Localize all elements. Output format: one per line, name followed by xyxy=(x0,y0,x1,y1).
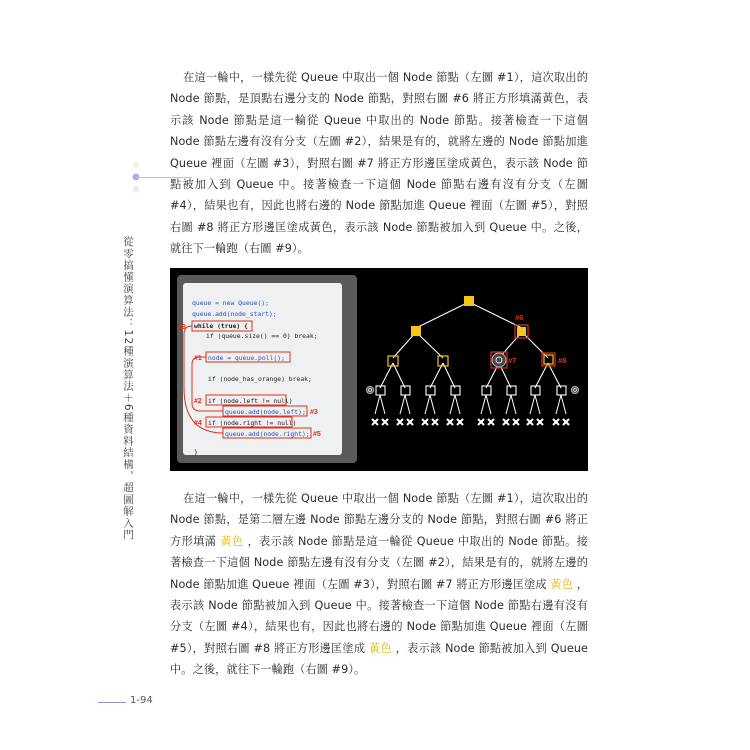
code-line-6: if (node_has_orange) break; xyxy=(208,375,312,383)
page-number: 1-94 xyxy=(130,695,153,706)
marker-1: #1 xyxy=(194,355,202,362)
paragraph-2-seg1: 在這一輪中，一樣先從 Queue 中取出一個 Node 節點（左圖 #1），這次取出的 Node 節點，是第二層左邊 Node 節點左邊分支的 Node 節點，對照右圖 #6 將正方形填滿 xyxy=(170,492,588,548)
tree-node-l2-4 xyxy=(544,355,553,364)
code-diagram xyxy=(170,268,360,471)
paragraph-2-seg3: ，表示該 Node 節點被加入到 Queue 中。接著檢查一下這個 Node 節點右邊有沒有分支（左圖 #4），結果也有，因此也將右邊的 Node 節點加進 Queue 裡面（左圖 #5），對照右圖 #8 將正方形邊匡塗成 xyxy=(170,577,589,655)
code-line-2: queue.add(node_start); xyxy=(192,310,277,318)
marker-5: #5 xyxy=(313,431,321,438)
leaf-crosses xyxy=(372,419,569,425)
code-line-4: if (queue.size() == 0) break; xyxy=(206,332,318,340)
code-line-8: queue.add(node.left); xyxy=(225,408,306,416)
algorithm-figure xyxy=(170,268,588,471)
code-line-10: queue.add(node.right); xyxy=(225,430,310,438)
tree-node-root xyxy=(464,296,474,306)
decorative-line xyxy=(136,177,192,178)
book-side-title: 從零搞懂演算法：12種演算法＋6種資料結構，超圖解入門 xyxy=(122,236,134,541)
paragraph-2-seg4: ，表示該 Node 節點被加入到 Queue 中。之後，就往下一輪跑（右圖 #9）。 xyxy=(170,641,588,677)
marker-3: #3 xyxy=(310,409,318,416)
marker-9: #9 xyxy=(178,324,186,331)
paragraph-2-seg2: ，表示該 Node 節點是這一輪從 Queue 中取出的 Node 節點。接著檢查一下這個 Node 節點左邊有沒有分支（左圖 #2），結果是有的，就將左邊的 Node 節點加進 Queue 裡面（左圖 #3），對照右圖 #7 將正方形邊匡塗成 xyxy=(170,534,589,591)
spiral-circles xyxy=(366,386,578,393)
tree-label-6: #6 xyxy=(515,313,524,322)
marker-4: #4 xyxy=(194,420,202,427)
highlight-yellow-2: 黃色 xyxy=(550,577,574,591)
tree-label-8: #8 xyxy=(558,356,567,365)
code-line-9: if (node.right != null) xyxy=(208,419,297,427)
highlight-yellow-1: 黃色 xyxy=(220,534,244,548)
paragraph-1-text: 在這一輪中，一樣先從 Queue 中取出一個 Node 節點（左圖 #1），這次取出的 Node 節點，是頂點右邊分支的 Node 節點，對照右圖 #6 將正方形填滿黃色，表示該 Node 節點是這一輪從 Queue 中取出的 Node 節點。接著檢查一下這個 Node 節點左邊有沒有分支（左圖 #2），結果是有的，就將左邊的 Node 節點加進 Queue 裡面（左圖 #3），對照右圖 #7 將正方形邊匡塗成黃色，表示該 Node 節點被加入到 Queue 中。接著檢查一下這個 Node 節點右邊有沒有分支（左圖 #4），結果也有，因此也將右邊的 Node 節點加進 Queue 裡面（左圖 #5），對照右圖 #8 將正方形邊匡塗成黃色，表示該 Node 節點被加入到 Queue 中。之後，就往下一輪跑（右圖 #9）。 xyxy=(170,71,588,256)
code-line-5: node = queue.poll(); xyxy=(208,354,285,362)
tree-diagram xyxy=(365,268,588,471)
tree-node-l1-right xyxy=(517,327,526,336)
tree-node-l2-3-circle xyxy=(492,353,506,367)
decorative-dots xyxy=(126,160,146,196)
paragraph-1 xyxy=(170,67,588,260)
code-line-1: queue = new Queue(); xyxy=(192,299,269,307)
code-line-3: while (true) { xyxy=(194,322,248,330)
tree-node-l1-left xyxy=(411,326,421,336)
marker-2: #2 xyxy=(194,398,202,405)
page-number-rule xyxy=(98,702,126,703)
code-line-7: if (node.left != null) xyxy=(208,397,293,405)
code-line-11: } xyxy=(194,448,198,456)
tree-label-7: #7 xyxy=(508,356,517,365)
highlight-yellow-3: 黃色 xyxy=(369,641,392,655)
paragraph-2 xyxy=(170,488,588,681)
